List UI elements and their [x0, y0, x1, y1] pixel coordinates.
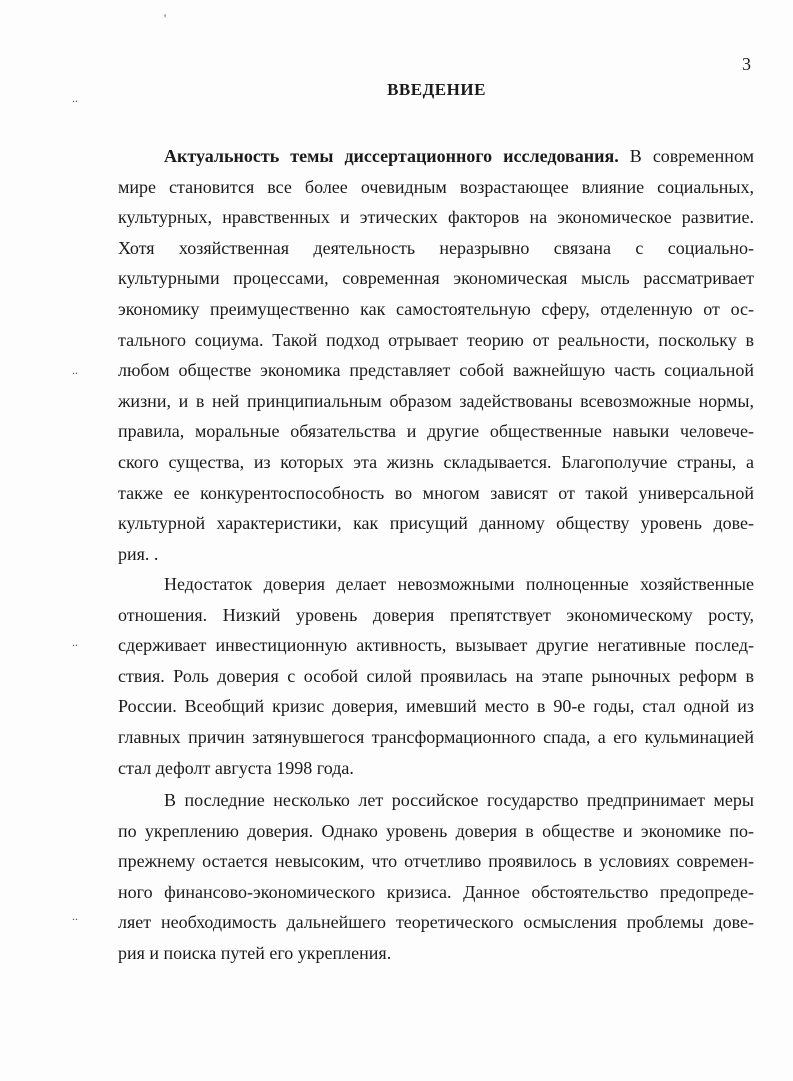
paragraph-line: культурных, нравственных и этических факторов на экономическое развитие.: [118, 207, 754, 228]
paragraph-line: отношения. Низкий уровень доверия препятствует экономическому росту,: [118, 604, 754, 625]
paragraph-line: сдерживает инвестиционную активность, вызывает другие негативные послед-: [118, 635, 754, 656]
page-number: 3: [742, 54, 751, 74]
paragraph-line: рия. .: [118, 543, 159, 564]
paragraph-line: мире становится все более очевидным возрастающее влияние социальных,: [118, 176, 754, 197]
scan-mark: ': [164, 11, 167, 25]
paragraph-line: тального социума. Такой подход отрывает теорию от реальности, поскольку в: [118, 329, 754, 350]
paragraph-line: главных причин затянувшегося трансформационного спада, а его кульминацией: [118, 726, 754, 747]
paragraph-line: любом обществе экономика представляет собой важнейшую часть социальной: [118, 360, 754, 381]
bold-lead: Актуальность темы диссертационного исследования.: [164, 146, 619, 166]
paragraph-line: культурной характеристики, как присущий данному обществу уровень дове-: [118, 513, 754, 534]
paragraph-line: России. Всеобщий кризис доверия, имевший место в 90-е годы, стал одной из: [118, 696, 754, 717]
scan-mark: ..: [72, 909, 78, 923]
section-heading: [0, 80, 793, 100]
paragraph-line: Хотя хозяйственная деятельность неразрывно связана с социально-: [118, 237, 754, 258]
paragraph-line: ского существа, из которых эта жизнь складывается. Благополучие страны, а: [118, 451, 754, 472]
paragraph-line: ляет необходимость дальнейшего теоретического осмысления проблемы дове-: [118, 912, 754, 933]
paragraph-line: экономику преимущественно как самостоятельную сферу, отделенную от ос-: [118, 298, 754, 319]
paragraph-line: жизни, и в ней принципиальным образом задействованы всевозможные нормы,: [118, 390, 754, 411]
paragraph-line: стал дефолт августа 1998 года.: [118, 757, 354, 778]
paragraph-trust-deficit: [118, 569, 754, 783]
paragraph-line: также ее конкурентоспособность во многом зависят от такой универсальной: [118, 482, 754, 503]
scan-mark: ..: [72, 363, 78, 377]
paragraph-line: ствия. Роль доверия с особой силой проявилась на этапе рыночных реформ в: [118, 665, 754, 686]
scan-mark: ..: [72, 91, 78, 105]
section-heading-text: ВВЕДЕНИЕ: [387, 80, 486, 99]
paragraph-line: Недостаток доверия делает невозможными полноценные хозяйственные: [164, 574, 754, 594]
paragraph-line: культурными процессами, современная экономическая мысль рассматривает: [118, 268, 754, 289]
paragraph-line: ного финансово-экономического кризиса. Данное обстоятельство предопреде-: [118, 881, 754, 902]
paragraph-recent-years: [118, 785, 754, 969]
paragraph-line: рия и поиска путей его укрепления.: [118, 942, 392, 963]
scan-mark: ..: [72, 635, 78, 649]
paragraph-line: правила, моральные обязательства и другие общественные навыки человече-: [118, 421, 754, 442]
paragraph-line: Актуальность темы диссертационного исследования. В современном: [164, 146, 754, 166]
paragraph-line: В последние несколько лет российское государство предпринимает меры: [164, 790, 754, 810]
paragraph-relevance: [118, 141, 754, 569]
paragraph-line: прежнему остается невысоким, что отчетливо проявилось в условиях современ-: [118, 851, 754, 872]
paragraph-line: по укреплению доверия. Однако уровень доверия в обществе и экономике по-: [118, 820, 754, 841]
